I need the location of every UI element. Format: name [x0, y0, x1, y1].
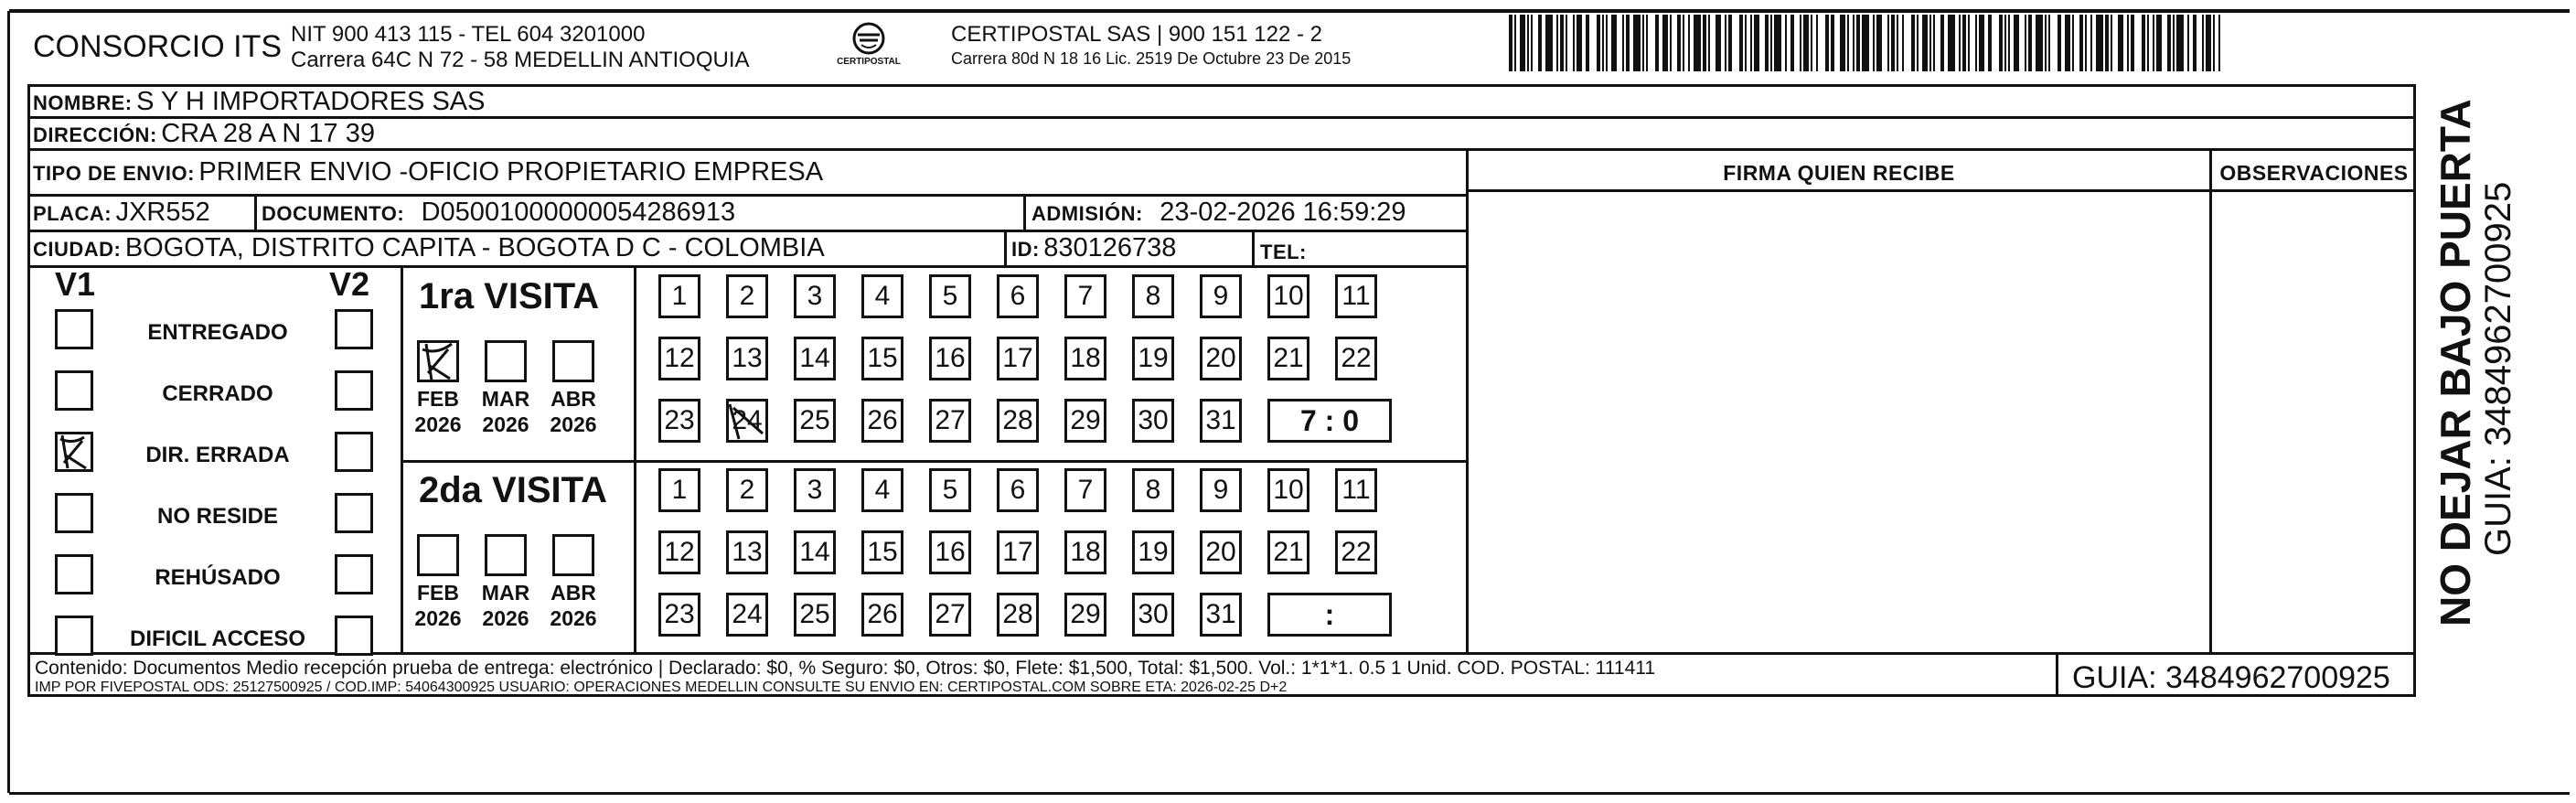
nombre-value: S Y H IMPORTADORES SAS	[136, 87, 486, 116]
day-checkbox[interactable]: 7	[1064, 274, 1106, 318]
barcode-bar	[1520, 15, 1525, 71]
day-checkbox[interactable]: 5	[929, 274, 971, 318]
barcode-bar	[1745, 15, 1747, 71]
month-checkbox[interactable]	[485, 340, 527, 382]
day-checkbox[interactable]: 31	[1200, 593, 1242, 637]
id-cell	[1011, 233, 1176, 263]
day-checkbox[interactable]: 6	[997, 468, 1039, 512]
barcode-bar	[1959, 15, 1961, 71]
day-checkbox[interactable]: 12	[658, 337, 700, 380]
barcode-bar	[1728, 15, 1732, 71]
barcode-bar	[1577, 15, 1582, 71]
day-checkbox[interactable]: 26	[861, 593, 903, 637]
month-year: 2026	[482, 412, 529, 436]
barcode-bar	[1887, 15, 1889, 71]
day-checkbox[interactable]: 31	[1200, 399, 1242, 443]
day-checkbox[interactable]: 14	[794, 337, 836, 380]
day-checkbox[interactable]: 13	[726, 530, 768, 574]
placa-cell	[33, 198, 210, 228]
day-checkbox[interactable]: 25	[794, 593, 836, 637]
row-divider	[27, 194, 1469, 197]
barcode-bar	[1979, 15, 1984, 71]
barcode-bar	[2072, 15, 2074, 71]
barcode-bar	[1765, 15, 1769, 71]
barcode-bar	[1840, 15, 1845, 71]
day-checkbox[interactable]: 28	[997, 399, 1039, 443]
barcode-bar	[2048, 15, 2050, 71]
barcode-bar	[1694, 15, 1701, 71]
barcode-bar	[2153, 15, 2154, 71]
admision-label: ADMISIÓN:	[1031, 202, 1143, 225]
v1-checkbox[interactable]	[55, 432, 93, 472]
company-name: CONSORCIO ITS	[33, 29, 283, 64]
month-label: MAR	[481, 581, 530, 605]
barcode-bar	[1750, 15, 1752, 71]
barcode-bar	[1825, 15, 1829, 71]
v1-checkbox[interactable]	[55, 309, 93, 349]
status-label: DIR. ERRADA	[145, 443, 290, 467]
barcode-bar	[1988, 15, 1992, 71]
barcode-bar	[2045, 15, 2047, 71]
day-checkbox[interactable]: 17	[997, 530, 1039, 574]
status-label: ENTREGADO	[147, 320, 288, 345]
barcode-bar	[2202, 15, 2204, 71]
certipostal-logo-text: CERTIPOSTAL	[837, 57, 901, 67]
barcode-bar	[2079, 15, 2083, 71]
id-value: 830126738	[1043, 233, 1177, 262]
month-checkbox[interactable]	[552, 340, 594, 382]
v1-checkbox[interactable]	[55, 370, 93, 411]
day-checkbox[interactable]: 29	[1064, 399, 1106, 443]
barcode-bar	[1606, 15, 1608, 71]
barcode-bar	[1688, 15, 1690, 71]
barcode-bar	[1847, 15, 1849, 71]
barcode-bar	[1670, 15, 1672, 71]
barcode-bar	[2167, 15, 2171, 71]
direccion-value: CRA 28 A N 17 39	[161, 119, 376, 148]
month-label: ABR	[550, 387, 596, 411]
day-checkbox[interactable]: 26	[861, 399, 903, 443]
day-checkbox[interactable]: 15	[861, 337, 903, 380]
visit-title: 1ra VISITA	[419, 276, 600, 316]
month-year: 2026	[414, 606, 462, 630]
day-checkbox[interactable]: 30	[1132, 399, 1174, 443]
documento-value: D05001000000054286913	[421, 198, 736, 227]
visits-divider	[634, 265, 636, 652]
barcode-bar	[2206, 15, 2211, 71]
handwritten-check-mark	[726, 399, 768, 443]
day-checkbox[interactable]: 10	[1267, 274, 1309, 318]
day-checkbox[interactable]: 23	[658, 593, 700, 637]
barcode-bar	[2142, 15, 2145, 71]
day-checkbox[interactable]: 18	[1064, 530, 1106, 574]
tipo-envio-row	[33, 157, 823, 187]
carrier-name: CERTIPOSTAL SAS | 900 151 122 - 2	[951, 22, 1322, 47]
barcode-bar	[1716, 15, 1721, 71]
day-checkbox[interactable]: 27	[929, 399, 971, 443]
barcode-bar	[1703, 15, 1706, 71]
id-label: ID:	[1011, 238, 1040, 261]
side-guia: GUIA: 3484962700925	[2478, 181, 2518, 556]
barcode-bar	[1655, 15, 1659, 71]
day-checkbox[interactable]: 4	[861, 274, 903, 318]
barcode-bar	[2096, 15, 2103, 71]
barcode-bar	[1560, 15, 1564, 71]
company-address: Carrera 64C N 72 - 58 MEDELLIN ANTIOQUIA	[291, 48, 750, 72]
month-year: 2026	[414, 412, 462, 436]
footer-contenido: Contenido: Documentos Medio recepción prueba de entrega: electrónico | Declarado: $0, % Seguro: $0, Otros: $0, Flete: $1,500, Total: $1,500. Vol.: 1*1*1. 0.5 1 Unid. COD. POSTAL: 111411	[35, 658, 1656, 679]
barcode-bar	[1739, 15, 1743, 71]
ciudad-cell	[33, 233, 825, 263]
day-checkbox[interactable]: 25	[794, 399, 836, 443]
status-label: CERRADO	[162, 381, 273, 406]
barcode-bar	[1897, 15, 1898, 71]
barcode-bar	[2008, 15, 2010, 71]
cell-divider	[254, 194, 257, 230]
barcode-bar	[1646, 15, 1648, 71]
day-checkbox[interactable]: 15	[861, 530, 903, 574]
columns-header-divider	[1469, 189, 2416, 192]
day-checkbox[interactable]: 29	[1064, 593, 1106, 637]
day-checkbox[interactable]: 22	[1335, 530, 1377, 574]
barcode-bar	[1514, 15, 1516, 71]
visits-row-divider	[401, 460, 1469, 463]
day-checkbox[interactable]: 1	[658, 468, 700, 512]
placa-label: PLACA:	[33, 202, 112, 225]
barcode-bar	[1602, 15, 1604, 71]
month-year: 2026	[550, 412, 597, 436]
footer-guia-divider	[2056, 652, 2058, 697]
scan-left-edge	[7, 11, 10, 793]
barcode-bar	[1573, 15, 1575, 71]
barcode-bar	[1662, 15, 1668, 71]
day-checkbox[interactable]: 16	[929, 530, 971, 574]
day-checkbox[interactable]: 10	[1267, 468, 1309, 512]
month-year: 2026	[482, 606, 529, 630]
day-checkbox[interactable]: 18	[1064, 337, 1106, 380]
tipo-envio-value: PRIMER ENVIO -OFICIO PROPIETARIO EMPRESA	[198, 157, 824, 187]
day-checkbox[interactable]: 1	[658, 274, 700, 318]
barcode-bar	[1538, 15, 1542, 71]
barcode-bar	[1683, 15, 1684, 71]
day-checkbox[interactable]: 4	[861, 468, 903, 512]
barcode-bar	[1853, 15, 1855, 71]
barcode-bar	[2173, 15, 2175, 71]
barcode-bar	[1770, 15, 1772, 71]
day-checkbox[interactable]: 21	[1267, 337, 1309, 380]
handwritten-check-mark	[417, 340, 459, 382]
scan-bottom-edge	[9, 792, 2570, 795]
barcode-bar	[1911, 15, 1915, 71]
day-checkbox[interactable]: 13	[726, 337, 768, 380]
barcode-bar	[2058, 15, 2061, 71]
tel-cell	[1260, 236, 1307, 266]
barcode-bar	[1856, 15, 1860, 71]
day-checkbox[interactable]: 5	[929, 468, 971, 512]
status-label: REHÚSADO	[155, 565, 281, 590]
v2-checkbox[interactable]	[335, 432, 373, 472]
day-checkbox[interactable]: 8	[1132, 274, 1174, 318]
barcode-bar	[2111, 15, 2112, 71]
barcode-bar	[2004, 15, 2006, 71]
barcode-bar	[1586, 15, 1589, 71]
month-checkbox[interactable]	[417, 340, 459, 382]
day-checkbox[interactable]: 7	[1064, 468, 1106, 512]
footer-guia: GUIA: 3484962700925	[2072, 660, 2390, 695]
barcode-bar	[2118, 15, 2123, 71]
split-divider	[1466, 148, 1469, 653]
barcode-bar	[2036, 15, 2043, 71]
barcode-bar	[1622, 15, 1624, 71]
side-warning: NO DEJAR BAJO PUERTA	[2432, 99, 2479, 626]
day-checkbox[interactable]: 11	[1335, 468, 1377, 512]
v2-checkbox[interactable]	[335, 554, 373, 594]
barcode-bar	[1929, 15, 1931, 71]
day-checkbox[interactable]: 14	[794, 530, 836, 574]
month-checkbox[interactable]	[417, 534, 459, 576]
barcode-bar	[1708, 15, 1710, 71]
barcode-bar	[2127, 15, 2129, 71]
day-checkbox[interactable]: 16	[929, 337, 971, 380]
barcode-bar	[2131, 15, 2134, 71]
day-checkbox[interactable]: 21	[1267, 530, 1309, 574]
barcode-bar	[1862, 15, 1869, 71]
nombre-row	[33, 87, 485, 117]
barcode-bar	[1948, 15, 1955, 71]
cell-divider	[1023, 194, 1026, 230]
obs-divider	[2209, 148, 2212, 653]
barcode-bar	[1800, 15, 1801, 71]
barcode-bar	[1803, 15, 1809, 71]
barcode-bar	[2187, 15, 2189, 71]
nombre-label: NOMBRE:	[33, 91, 133, 114]
barcode-bar	[1999, 15, 2003, 71]
month-label: ABR	[550, 581, 596, 605]
day-checkbox[interactable]: 20	[1200, 530, 1242, 574]
barcode-bar	[1790, 15, 1794, 71]
day-checkbox[interactable]: 2	[726, 468, 768, 512]
admision-cell	[1031, 198, 1406, 228]
visit-time-box[interactable]: 7 : 0	[1267, 399, 1392, 443]
barcode-bar	[2090, 15, 2092, 71]
tipo-envio-label: TIPO DE ENVIO:	[33, 162, 195, 185]
day-checkbox[interactable]: 2	[726, 274, 768, 318]
v1-checkbox[interactable]	[55, 554, 93, 594]
barcode-bar	[2065, 15, 2070, 71]
barcode-bar	[1816, 15, 1818, 71]
ciudad-value: BOGOTA, DISTRITO CAPITA - BOGOTA D C - COLOMBIA	[124, 233, 825, 262]
barcode-bar	[2213, 15, 2215, 71]
v2-label: V2	[329, 265, 370, 303]
barcode-bar	[1642, 15, 1644, 71]
day-checkbox[interactable]: 19	[1132, 337, 1174, 380]
barcode-bar	[2028, 15, 2032, 71]
month-checkbox[interactable]	[552, 534, 594, 576]
barcode-bar	[1545, 15, 1553, 71]
barcode-bar	[1917, 15, 1919, 71]
day-checkbox[interactable]: 8	[1132, 468, 1174, 512]
admision-value: 23-02-2026 16:59:29	[1160, 198, 1406, 227]
barcode-bar	[1774, 15, 1781, 71]
status-label: NO RESIDE	[156, 504, 279, 529]
day-checkbox[interactable]: 27	[929, 593, 971, 637]
certipostal-logo	[832, 20, 905, 71]
barcode-bar	[1968, 15, 1970, 71]
barcode-bar	[2193, 15, 2197, 71]
barcode-bar	[2176, 15, 2184, 71]
barcode-bar	[2025, 15, 2026, 71]
day-checkbox[interactable]: 12	[658, 530, 700, 574]
day-checkbox[interactable]: 3	[794, 274, 836, 318]
barcode-bar	[1873, 15, 1875, 71]
day-checkbox[interactable]: 20	[1200, 337, 1242, 380]
barcode	[1509, 15, 2231, 71]
month-label: FEB	[417, 581, 459, 605]
barcode-bar	[1891, 15, 1895, 71]
status-divider	[401, 265, 403, 652]
direccion-label: DIRECCIÓN:	[33, 123, 157, 146]
day-checkbox[interactable]: 6	[997, 274, 1039, 318]
placa-value: JXR552	[115, 198, 210, 227]
day-checkbox[interactable]: 3	[794, 468, 836, 512]
barcode-bar	[1626, 15, 1630, 71]
day-checkbox[interactable]: 22	[1335, 337, 1377, 380]
barcode-bar	[1611, 15, 1617, 71]
v1-checkbox[interactable]	[55, 616, 93, 656]
visit-time-box[interactable]: :	[1267, 593, 1392, 637]
v2-checkbox[interactable]	[335, 493, 373, 533]
barcode-bar	[1677, 15, 1681, 71]
day-checkbox[interactable]: 17	[997, 337, 1039, 380]
day-checkbox[interactable]: 30	[1132, 593, 1174, 637]
barcode-bar	[1566, 15, 1567, 71]
month-label: FEB	[417, 387, 459, 411]
month-checkbox[interactable]	[485, 534, 527, 576]
cell-divider	[1004, 230, 1007, 265]
v1-label: V1	[55, 265, 96, 303]
barcode-bar	[1831, 15, 1834, 71]
barcode-bar	[1940, 15, 1944, 71]
barcode-bar	[1933, 15, 1935, 71]
barcode-bar	[1975, 15, 1977, 71]
day-checkbox[interactable]: 24	[726, 399, 768, 443]
v2-checkbox[interactable]	[335, 370, 373, 411]
day-checkbox[interactable]: 9	[1200, 274, 1242, 318]
direccion-row	[33, 119, 375, 149]
barcode-bar	[1531, 15, 1533, 71]
barcode-bar	[2156, 15, 2162, 71]
documento-label: DOCUMENTO:	[262, 202, 405, 225]
carrier-address: Carrera 80d N 18 16 Lic. 2519 De Octubre 23 De 2015	[951, 49, 1352, 68]
barcode-bar	[2085, 15, 2087, 71]
visit-title: 2da VISITA	[419, 470, 607, 510]
barcode-bar	[1509, 15, 1512, 71]
day-checkbox[interactable]: 9	[1200, 468, 1242, 512]
ciudad-label: CIUDAD:	[33, 238, 122, 261]
barcode-bar	[2147, 15, 2149, 71]
row-divider	[27, 148, 2416, 151]
v1-checkbox[interactable]	[55, 493, 93, 533]
handwritten-check-mark	[55, 432, 93, 472]
barcode-bar	[2105, 15, 2109, 71]
barcode-bar	[1876, 15, 1882, 71]
barcode-bar	[1633, 15, 1641, 71]
barcode-bar	[1556, 15, 1558, 71]
barcode-bar	[1527, 15, 1529, 71]
barcode-bar	[1811, 15, 1812, 71]
row-divider	[27, 265, 1469, 268]
month-year: 2026	[550, 606, 597, 630]
barcode-bar	[2014, 15, 2019, 71]
barcode-bar	[1902, 15, 1904, 71]
month-label: MAR	[481, 387, 530, 411]
day-checkbox[interactable]: 19	[1132, 530, 1174, 574]
day-checkbox[interactable]: 28	[997, 593, 1039, 637]
v2-checkbox[interactable]	[335, 309, 373, 349]
footer-impresion: IMP POR FIVEPOSTAL ODS: 25127500925 / COD.IMP: 54064300925 USUARIO: OPERACIONES MEDELLIN CONSULTE SU ENVIO EN: CERTIPOSTAL.COM SOBRE ETA: 2026-02-25 D+2	[35, 680, 1288, 695]
barcode-bar	[1785, 15, 1787, 71]
status-label: DIFICIL ACCESO	[129, 626, 305, 651]
v2-checkbox[interactable]	[335, 616, 373, 656]
day-checkbox[interactable]: 24	[726, 593, 768, 637]
barcode-bar	[1922, 15, 1928, 71]
firma-header: FIRMA QUIEN RECIBE	[1723, 161, 1955, 185]
documento-cell	[262, 198, 735, 228]
barcode-bar	[1597, 15, 1600, 71]
barcode-bar	[1962, 15, 1966, 71]
scan-top-edge	[9, 9, 2570, 13]
company-nit-tel: NIT 900 413 115 - TEL 604 3201000	[291, 22, 646, 47]
observaciones-header: OBSERVACIONES	[2219, 161, 2409, 185]
tel-label: TEL:	[1260, 241, 1307, 263]
day-checkbox[interactable]: 23	[658, 399, 700, 443]
barcode-bar	[2218, 15, 2220, 71]
day-checkbox[interactable]: 11	[1335, 274, 1377, 318]
barcode-bar	[1754, 15, 1759, 71]
barcode-bar	[1725, 15, 1726, 71]
cell-divider	[1252, 230, 1255, 265]
